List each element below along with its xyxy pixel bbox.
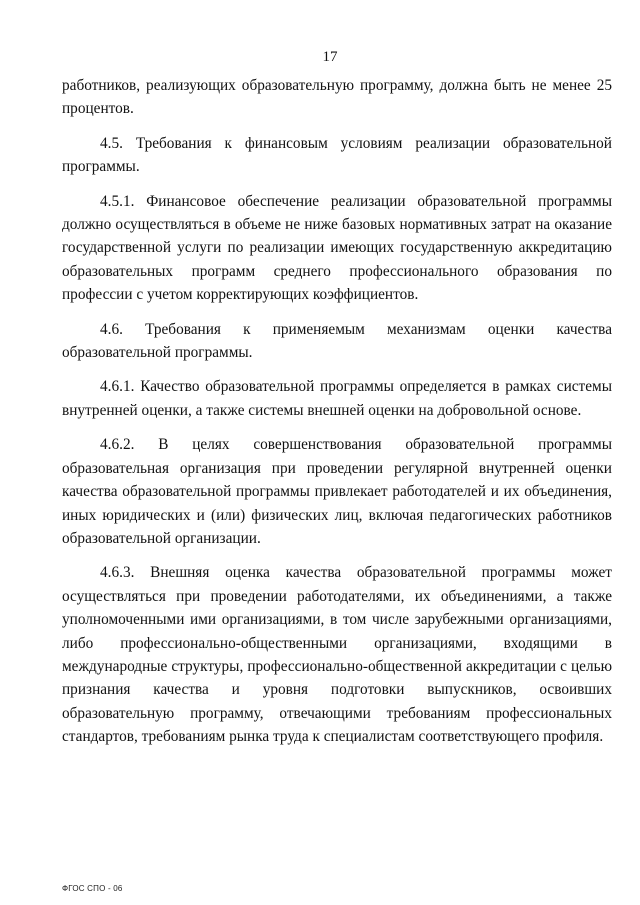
paragraph-continuation: работников, реализующих образовательную программу, должна быть не менее 25 процентов. <box>62 77 612 118</box>
paragraph-4-6-3: 4.6.3. Внешняя оценка качества образовательной программы может осуществляться при проведении работодателями, их объединениями, а также уполномоченными ими организациями, в том числе зарубежными организациями, либо профессионально-общественными организациями, входящими в международные структуры, профессионально-общественной аккредитации с целью признания качества и уровня подготовки выпускников, освоивших образовательную программу, отвечающими требованиям профессиональных стандартов, требованиям рынка труда к специалистам соответствующего профиля. <box>62 564 612 746</box>
paragraph-4-6-2: 4.6.2. В целях совершенствования образовательной программы образовательная организация при проведении регулярной внутренней оценки качества образовательной программы привлекает работодателей и их объединения, иных юридических и (или) физических лиц, включая педагогических работников образовательной организации. <box>62 436 612 547</box>
document-body <box>62 74 612 760</box>
paragraph-4-5: 4.5. Требования к финансовым условиям реализации образовательной программы. <box>62 134 612 176</box>
page-number: 17 <box>322 49 338 65</box>
footer-code: ФГОС СПО - 06 <box>62 884 123 893</box>
paragraph-4-6-1: 4.6.1. Качество образовательной программы определяется в рамках системы внутренней оценки, а также системы внешней оценки на добровольной основе. <box>62 378 612 419</box>
paragraph-4-5-1: 4.5.1. Финансовое обеспечение реализации образовательной программы должно осуществляться в объеме не ниже базовых нормативных затрат на оказание государственной услуги по реализации имеющих государственную аккредитацию образовательных программ среднего профессионального образования по профессии с учетом корректирующих коэффициентов. <box>62 192 612 304</box>
paragraph-4-6: 4.6. Требования к применяемым механизмам оценки качества образовательной программы. <box>62 320 612 362</box>
